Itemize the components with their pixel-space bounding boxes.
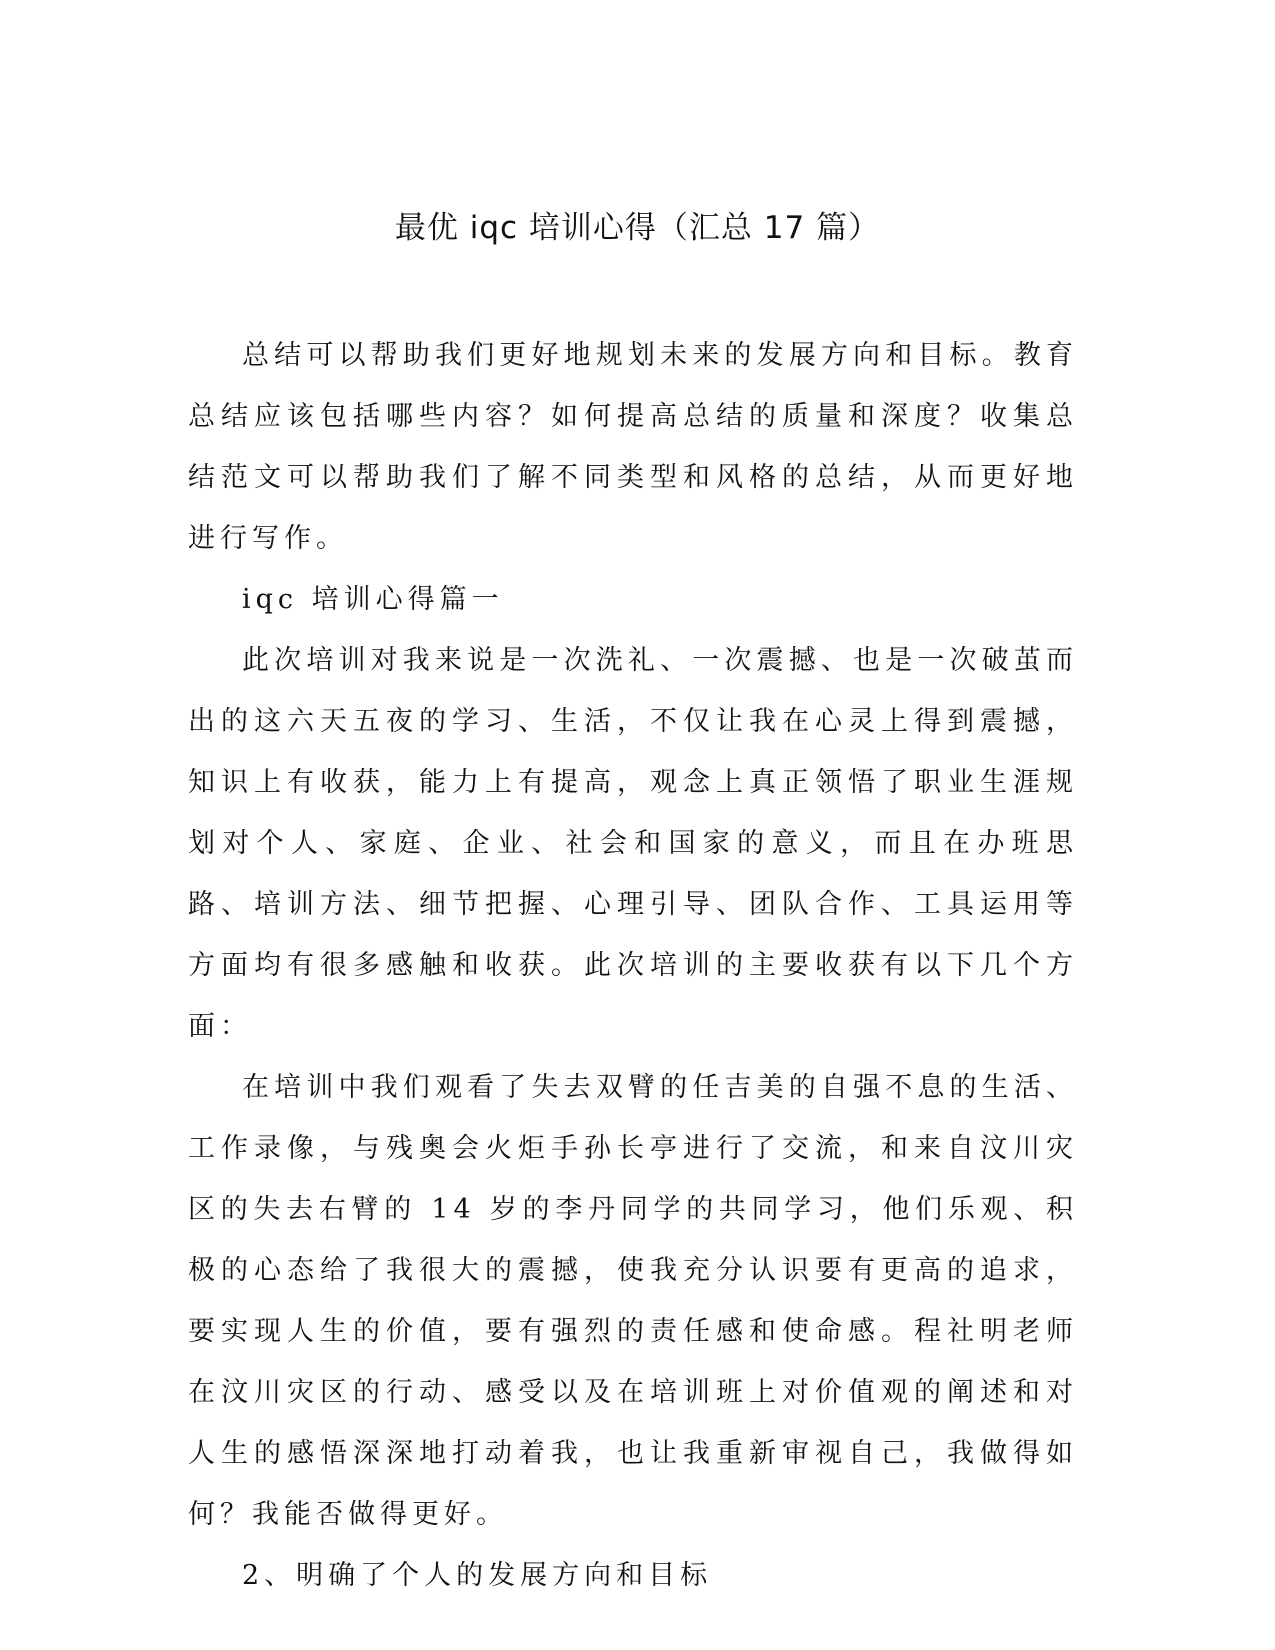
document-title: 最优 iqc 培训心得（汇总 17 篇） [394,210,881,246]
intro-paragraph: 总结可以帮助我们更好地规划未来的发展方向和目标。教育总结应该包括哪些内容？如何提高总结的质量和深度？收集总结范文可以帮助我们了解不同类型和风格的总结，从而更好地进行写作。 [188,340,1078,554]
section-heading-2: 2、明确了个人的发展方向和目标 [242,1560,713,1591]
body-paragraph: 此次培训对我来说是一次洗礼、一次震撼、也是一次破茧而出的这六天五夜的学习、生活，不仅让我在心灵上得到震撼，知识上有收获，能力上有提高，观念上真正领悟了职业生涯规划对个人、家庭、企业、社会和国家的意义，而且在办班思路、培训方法、细节把握、心理引导、团队合作、工具运用等方面均有很多感触和收获。此次培训的主要收获有以下几个方面： [188,645,1078,1042]
section-heading-1: iqc 培训心得篇一 [242,584,504,615]
document-body [188,325,1078,1606]
body-paragraph: 在培训中我们观看了失去双臂的任吉美的自强不息的生活、工作录像，与残奥会火炬手孙长亭进行了交流，和来自汶川灾区的失去右臂的 14 岁的李丹同学的共同学习，他们乐观、积极的心态给了我很大的震撼，使我充分认识要有更高的追求，要实现人生的价值，要有强烈的责任感和使命感。程社明老师在汶川灾区的行动、感受以及在培训班上对价值观的阐述和对人生的感悟深深地打动着我，也让我重新审视自己，我做得如何？我能否做得更好。 [188,1072,1078,1530]
